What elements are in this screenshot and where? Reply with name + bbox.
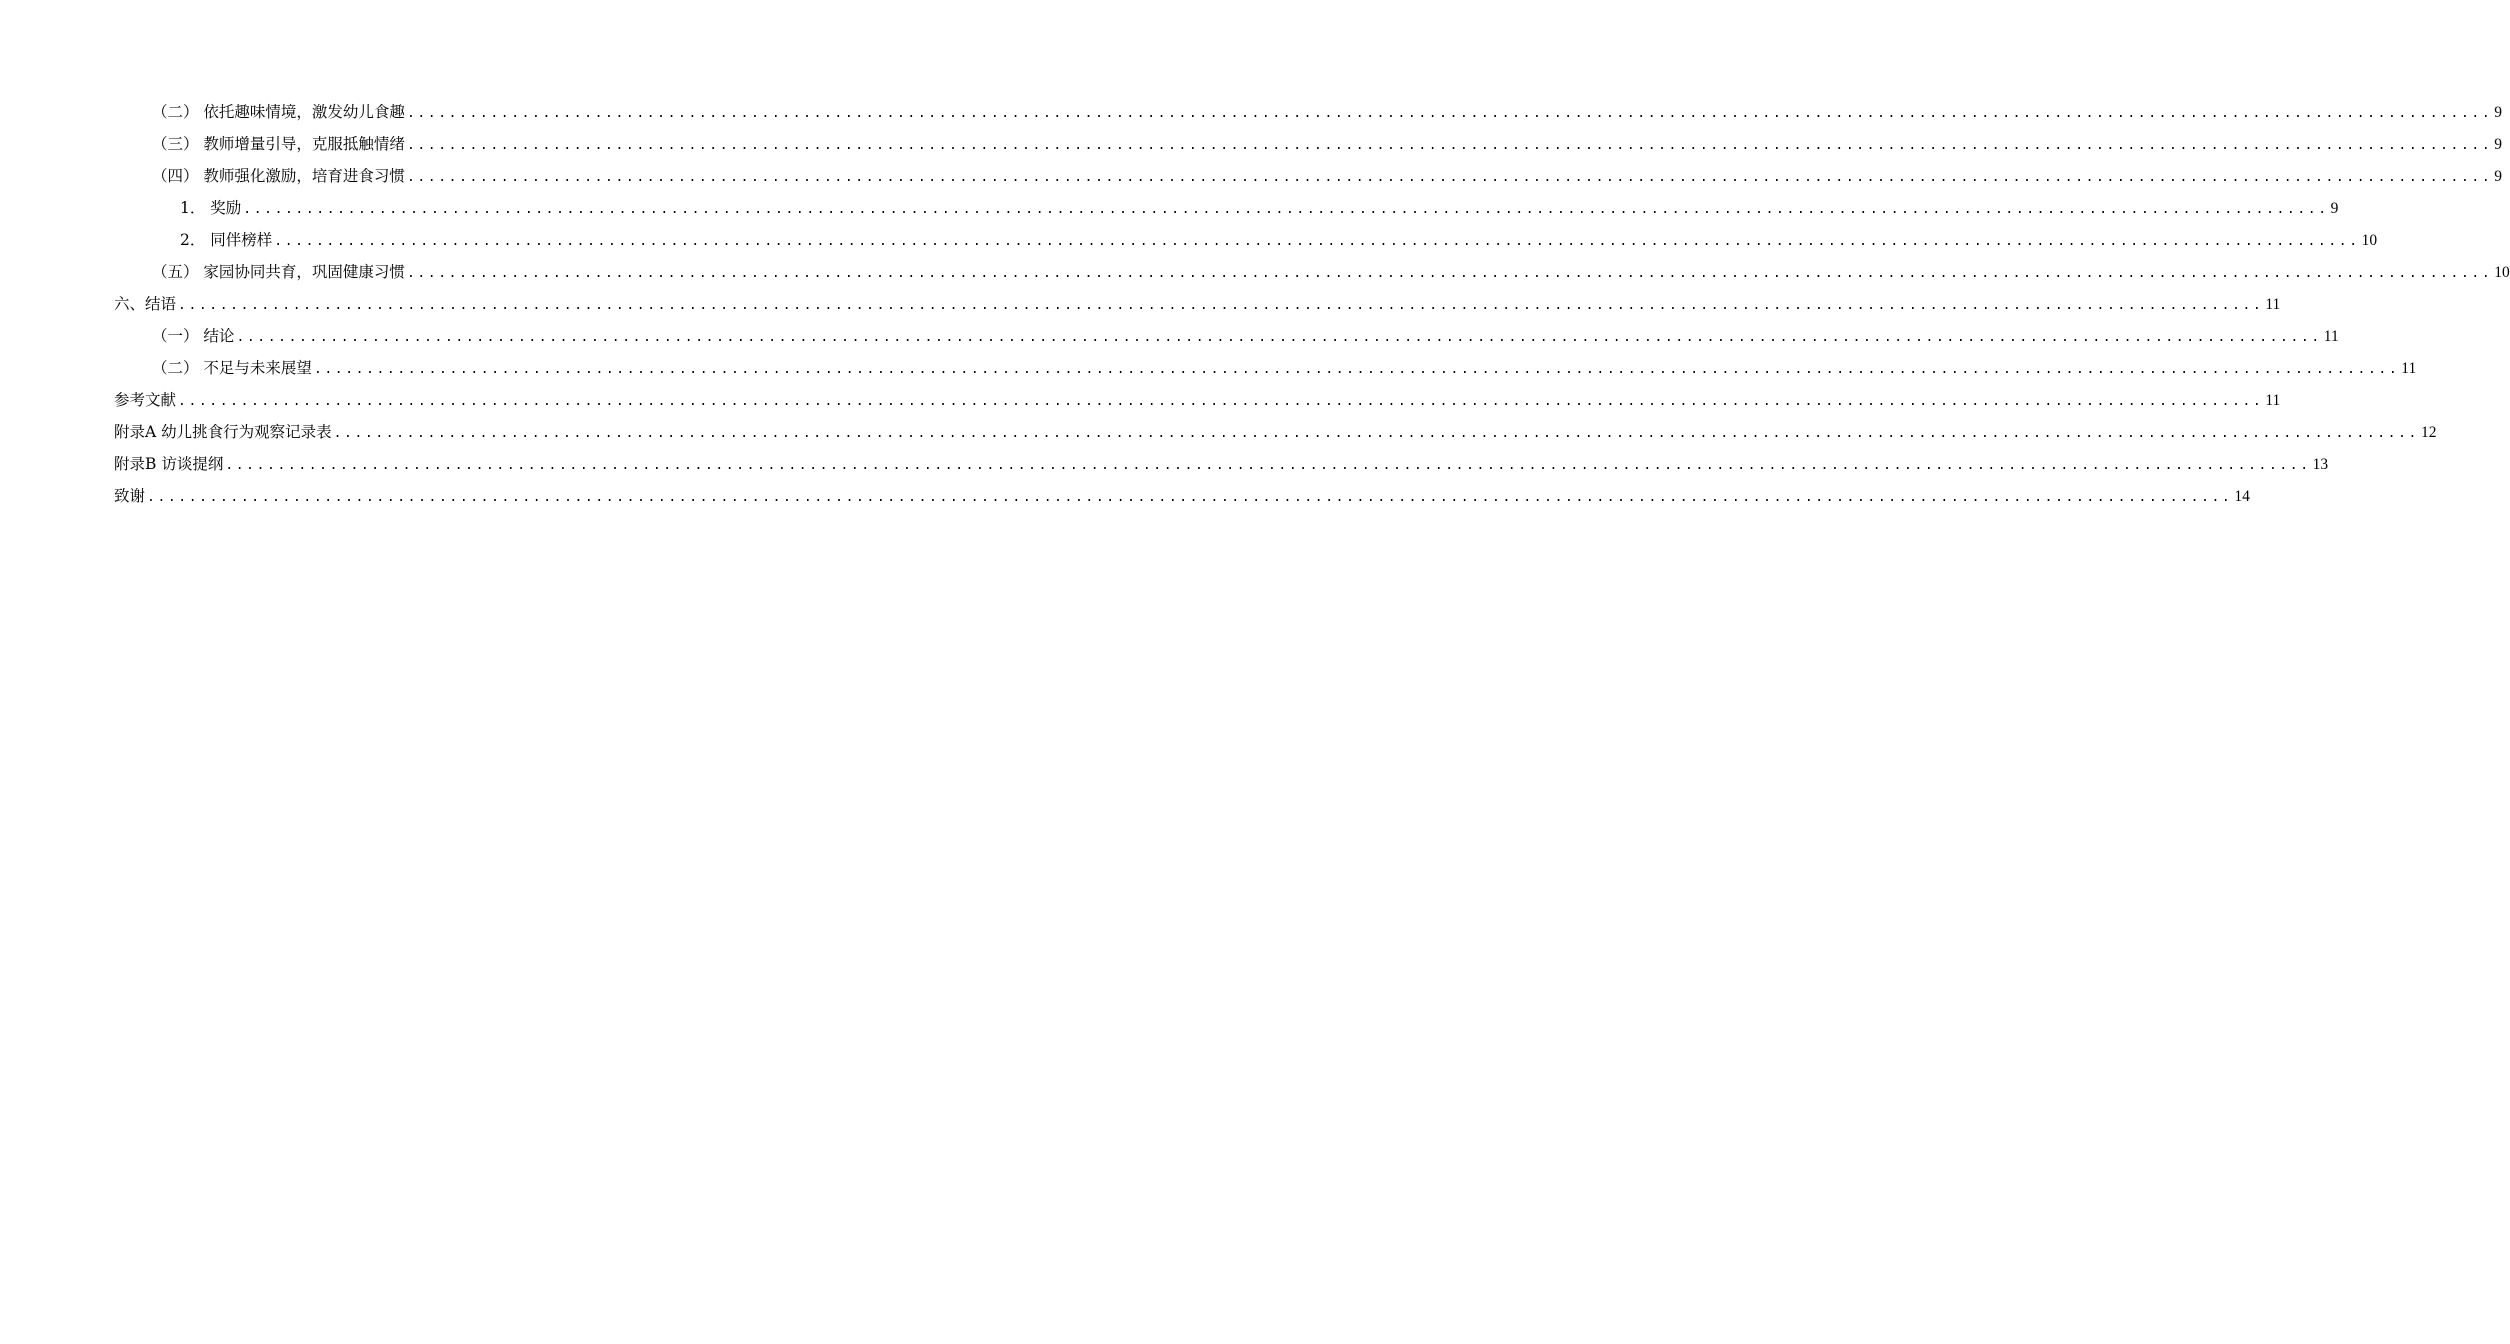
toc-entry-title: （四） 教师强化激励，培育进食习惯 [152, 167, 405, 185]
toc-page-number: 11 [2323, 328, 2339, 345]
toc-entry[interactable] [114, 160, 2503, 192]
toc-page-number: 11 [2265, 296, 2281, 313]
toc-entry[interactable] [114, 256, 2510, 288]
toc-entry-title: 2． 同伴榜样 [180, 231, 273, 249]
toc-page-number: 11 [2401, 360, 2417, 377]
toc-entry[interactable] [114, 384, 2281, 416]
toc-entry-title: （二） 不足与未来展望 [152, 359, 312, 377]
toc-dot-leader: ........................................................................................................................................................................................................ [406, 170, 2493, 185]
toc-entry-title: 致谢 [114, 487, 146, 505]
toc-entry[interactable] [114, 448, 2329, 480]
toc-entry[interactable] [114, 480, 2250, 512]
toc-page-number: 9 [2330, 200, 2339, 217]
toc-page-number: 11 [2265, 392, 2281, 409]
toc-dot-leader: ........................................................................................................................................................................................................ [313, 362, 2400, 377]
toc-entry[interactable] [114, 288, 2281, 320]
toc-entry[interactable] [114, 224, 2378, 256]
toc-page-number: 9 [2494, 168, 2503, 185]
toc-dot-leader: ........................................................................................................................................................................................................ [225, 458, 2311, 473]
toc-entry-title: 1． 奖励 [180, 199, 242, 217]
toc-dot-leader: ........................................................................................................................................................................................................ [406, 138, 2493, 153]
toc-entry[interactable] [114, 320, 2339, 352]
toc-dot-leader: ........................................................................................................................................................................................................ [147, 490, 2233, 505]
toc-entry[interactable] [114, 96, 2503, 128]
toc-page-number: 10 [2494, 264, 2510, 281]
toc-page-number: 9 [2494, 136, 2503, 153]
toc-page-number: 10 [2361, 232, 2378, 249]
toc-entry-title: （一） 结论 [152, 327, 235, 345]
toc-entry[interactable] [114, 416, 2437, 448]
toc-page-number: 12 [2420, 424, 2437, 441]
toc-dot-leader: ........................................................................................................................................................................................................ [406, 106, 2493, 121]
toc-entry[interactable] [114, 128, 2503, 160]
toc-entry[interactable] [114, 192, 2339, 224]
toc-entry-title: （三） 教师增量引导，克服抵触情绪 [152, 135, 405, 153]
table-of-contents [114, 96, 2510, 512]
toc-page-number: 13 [2312, 456, 2329, 473]
toc-dot-leader: ........................................................................................................................................................................................................ [406, 266, 2493, 281]
toc-entry-title: 附录A 幼儿挑食行为观察记录表 [114, 423, 332, 441]
toc-entry-title: （二） 依托趣味情境，激发幼儿食趣 [152, 103, 405, 121]
toc-entry-title: 六、结语 [114, 295, 177, 313]
toc-entry-title: 参考文献 [114, 391, 177, 409]
toc-entry[interactable] [114, 352, 2417, 384]
toc-dot-leader: ........................................................................................................................................................................................................ [178, 298, 2264, 313]
toc-page-number: 9 [2494, 104, 2503, 121]
toc-dot-leader: ........................................................................................................................................................................................................ [274, 234, 2360, 249]
toc-page-number: 14 [2234, 488, 2250, 505]
toc-entry-title: （五） 家园协同共育，巩固健康习惯 [152, 263, 405, 281]
toc-dot-leader: ........................................................................................................................................................................................................ [178, 394, 2264, 409]
toc-dot-leader: ........................................................................................................................................................................................................ [333, 426, 2419, 441]
toc-dot-leader: ........................................................................................................................................................................................................ [236, 330, 2322, 345]
toc-dot-leader: ........................................................................................................................................................................................................ [243, 202, 2329, 217]
toc-entry-title: 附录B 访谈提纲 [114, 455, 224, 473]
